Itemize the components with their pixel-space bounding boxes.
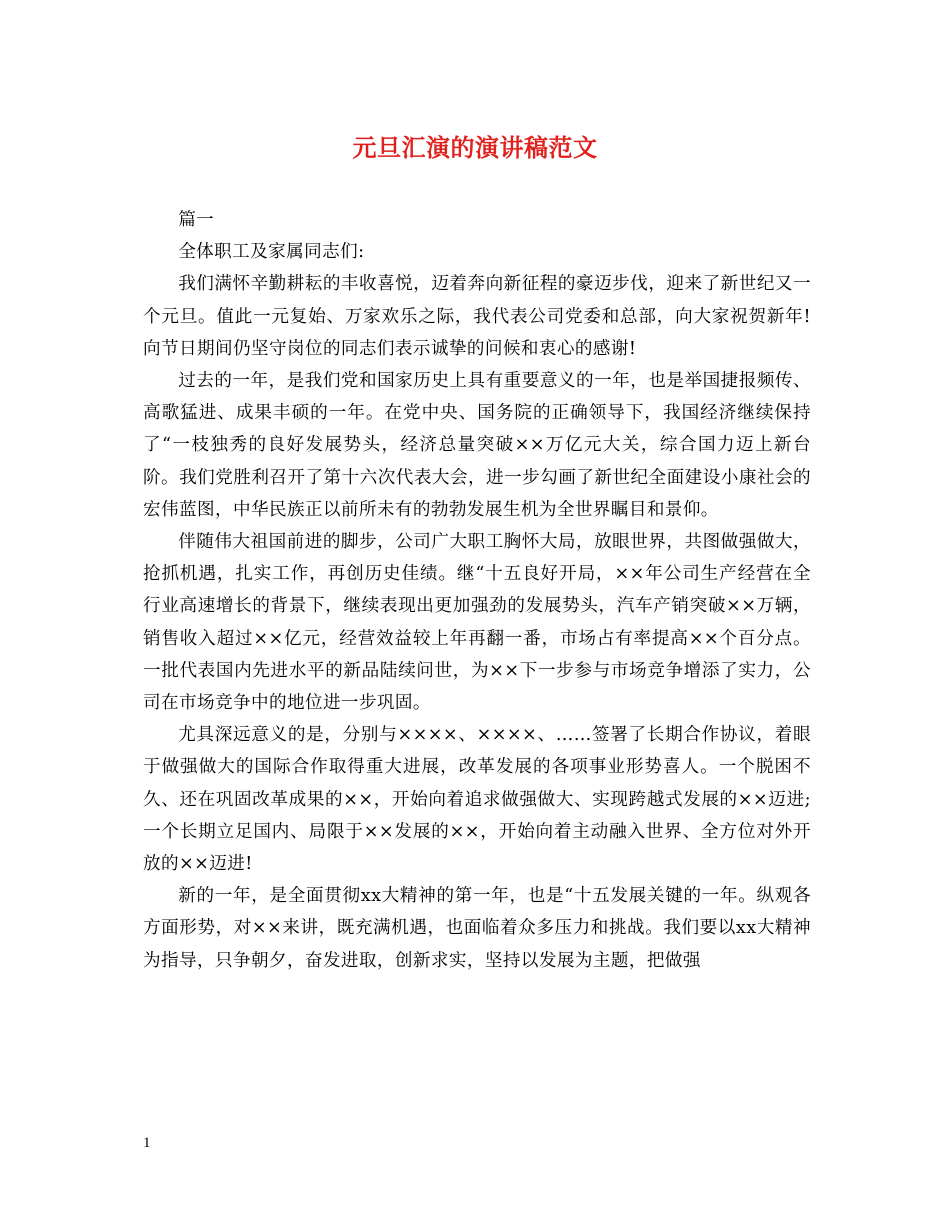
paragraph: 尤具深远意义的是，分别与××××、××××、……签署了长期合作协议，着眼于做强做大的国际合作取得重大进展，改革发展的各项事业形势喜人。一个脱困不久、还在巩固改革成果的××，开始向着追求做强做大、实现跨越式发展的××迈进;一个长期立足国内、局限于××发展的××，开始向着主动融入世界、全方位对外开放的××迈进! [143,725,811,875]
document-body [143,204,811,977]
document-title: 元旦汇演的演讲稿范文 [352,133,598,162]
paragraph: 新的一年，是全面贯彻xx大精神的第一年，也是“十五发展关键的一年。纵观各方面形势，对××来讲，既充满机遇，也面临着众多压力和挑战。我们要以xx大精神为指导，只争朝夕，奋发进取，创新求实，坚持以发展为主题，把做强 [143,886,811,971]
paragraph: 过去的一年，是我们党和国家历史上具有重要意义的一年，也是举国捷报频传、高歌猛进、成果丰硕的一年。在党中央、国务院的正确领导下，我国经济继续保持了“一枝独秀的良好发展势头，经济总量突破××万亿元大关，综合国力迈上新台阶。我们党胜利召开了第十六次代表大会，进一步勾画了新世纪全面建设小康社会的宏伟蓝图，中华民族正以前所未有的勃勃发展生机为全世界瞩目和景仰。 [143,371,811,520]
page-number: 1 [143,1135,151,1151]
paragraph: 伴随伟大祖国前进的脚步，公司广大职工胸怀大局，放眼世界，共图做强做大，抢抓机遇，扎实工作，再创历史佳绩。继“十五良好开局，××年公司生产经营在全行业高速增长的背景下，继续表现出更加强劲的发展势头，汽车产销突破××万辆，销售收入超过××亿元，经营效益较上年再翻一番，市场占有率提高××个百分点。一批代表国内先进水平的新品陆续问世，为××下一步参与市场竞争增添了实力，公司在市场竞争中的地位进一步巩固。 [143,532,811,714]
section-label: 篇一 [178,210,215,230]
paragraph: 我们满怀辛勤耕耘的丰收喜悦，迈着奔向新征程的豪迈步伐，迎来了新世纪又一个元旦。值此一元复始、万家欢乐之际，我代表公司党委和总部，向大家祝贺新年!向节日期间仍坚守岗位的同志们表示诚挚的问候和衷心的感谢! [143,274,811,359]
salutation: 全体职工及家属同志们: [178,242,365,263]
